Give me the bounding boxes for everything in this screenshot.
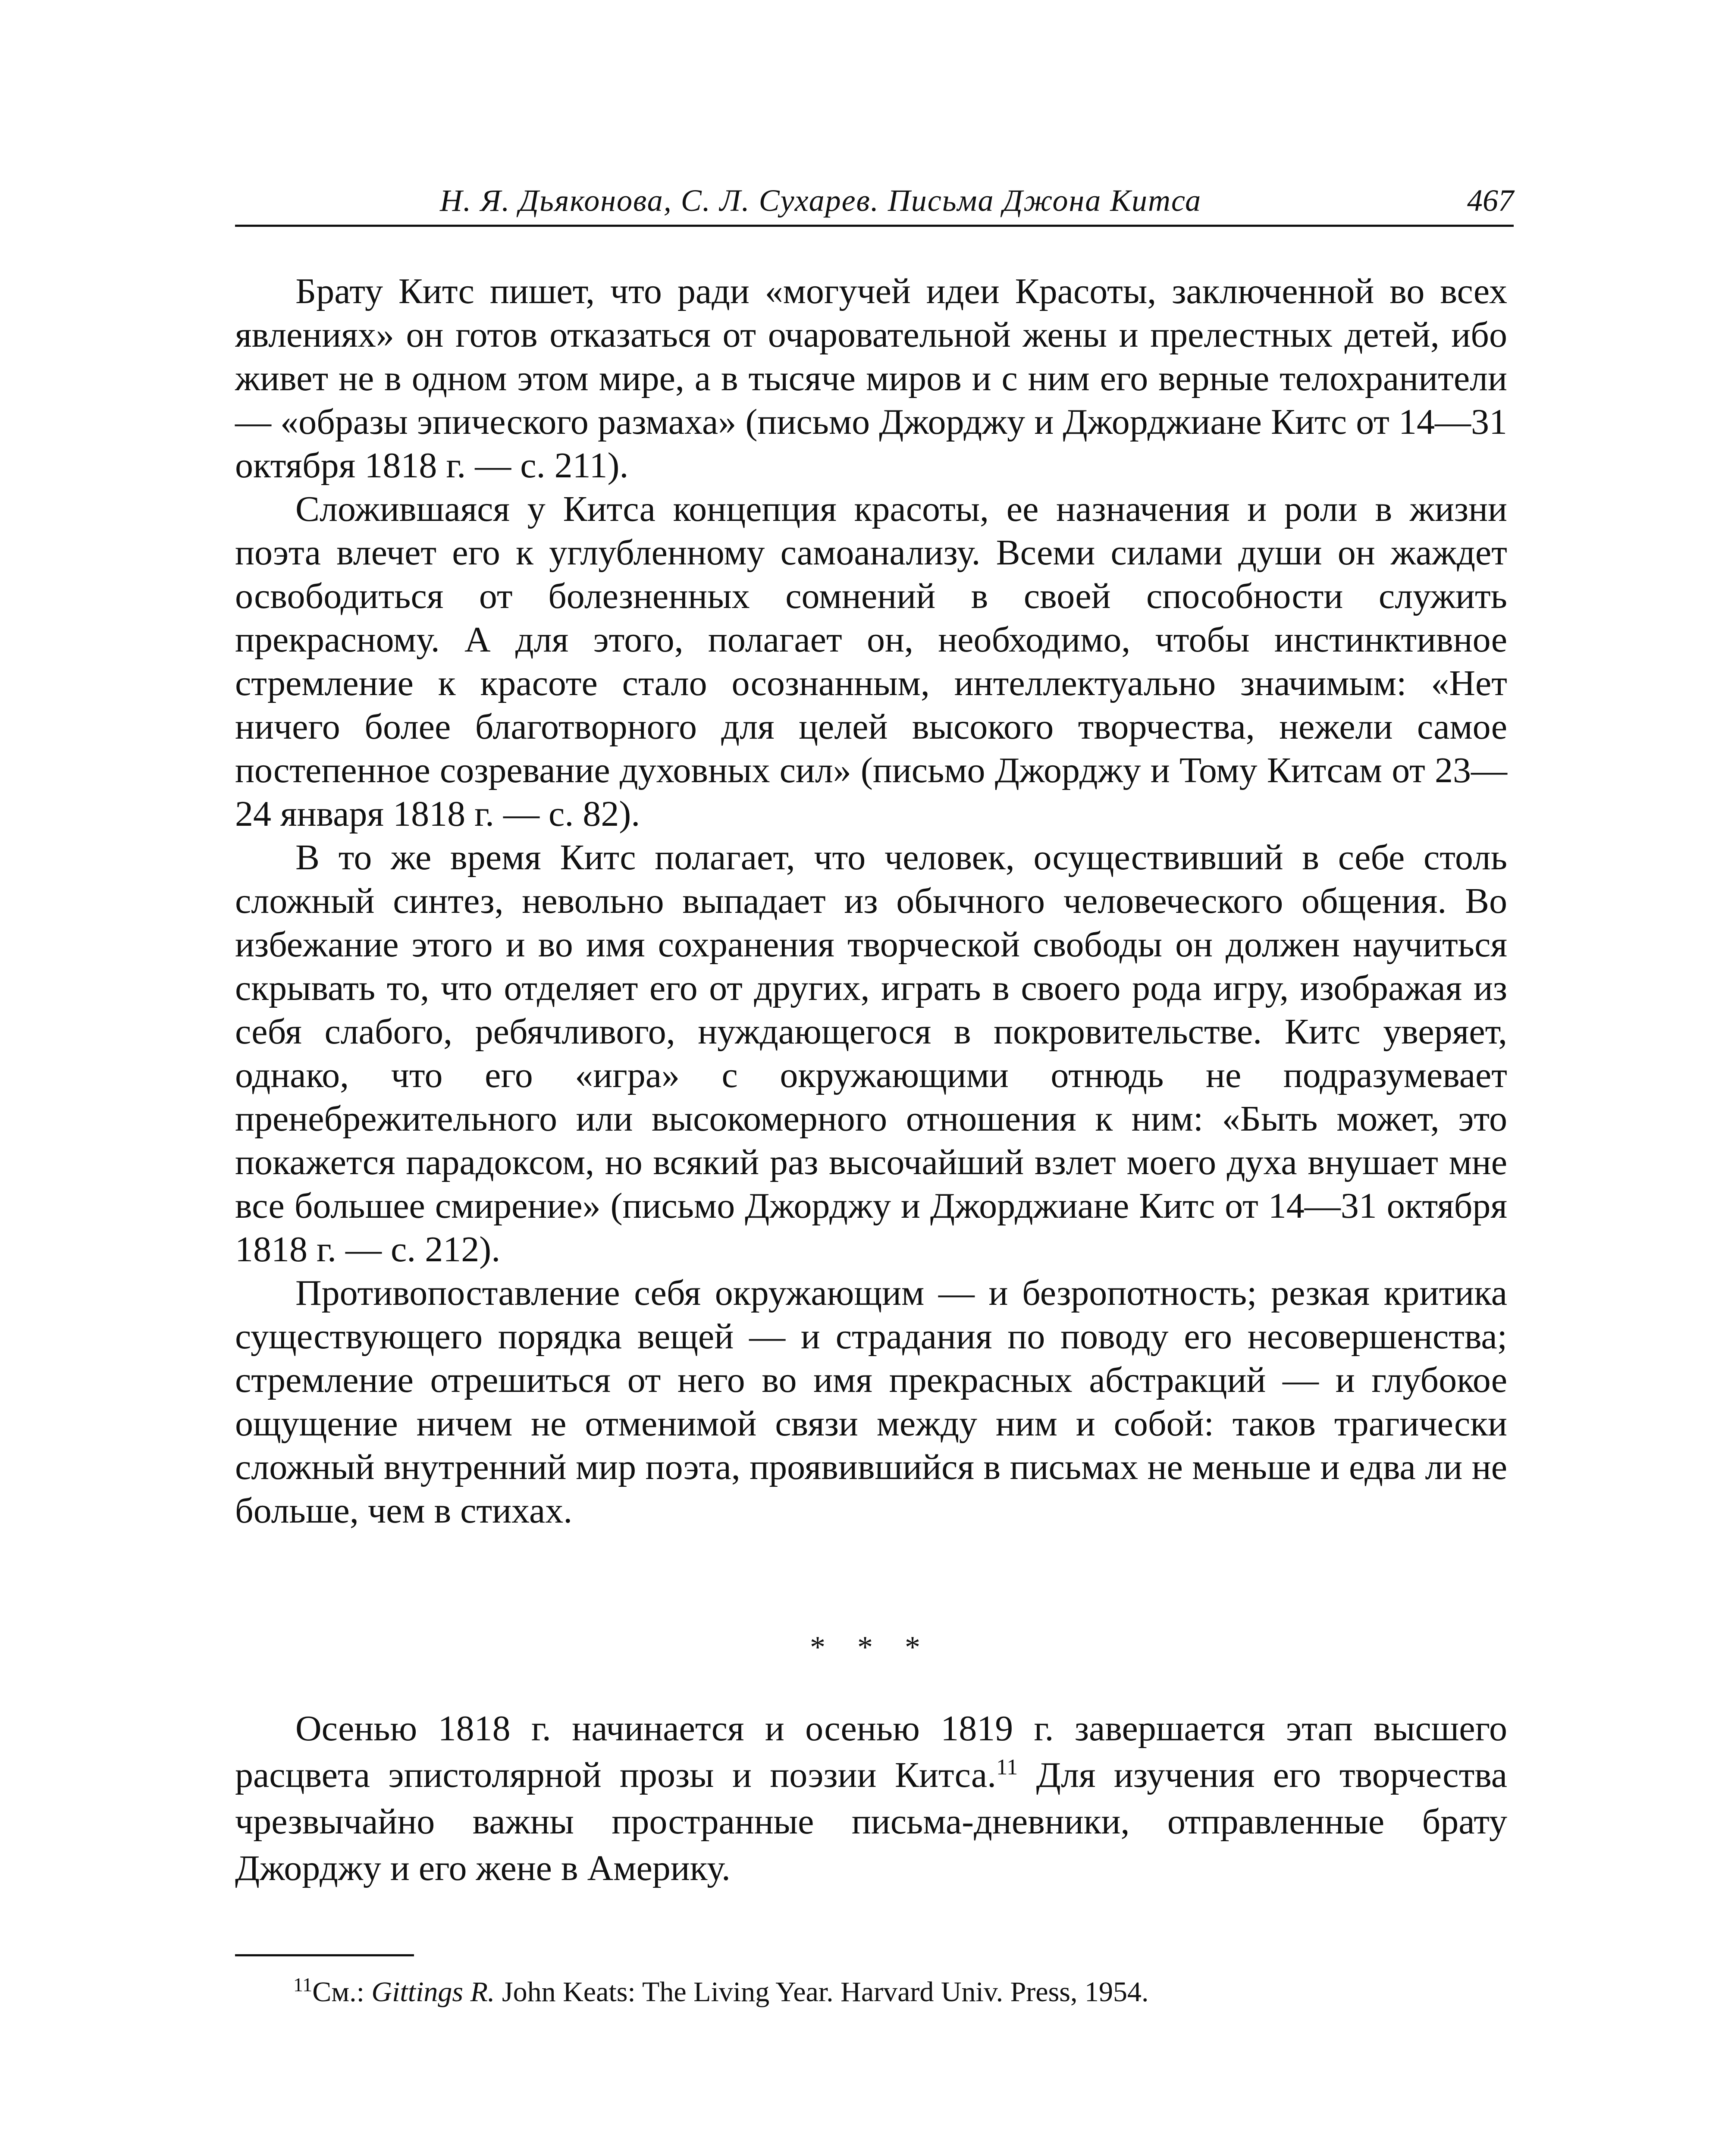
footnote-author: Gittings R. xyxy=(371,1976,495,2008)
closing-section xyxy=(235,1705,1507,1892)
main-text xyxy=(235,270,1507,1532)
section-break: * * * xyxy=(810,1630,932,1664)
running-head xyxy=(235,179,1514,222)
footnote xyxy=(293,1973,1501,2012)
footnote-prefix: См.: xyxy=(312,1976,372,2008)
footnote-rule xyxy=(235,1954,414,1956)
footnote-reference[interactable]: 11 xyxy=(996,1755,1018,1780)
paragraph-5-end: Для изучения его творчества чрезвычайно важны пространные письма-дневники, отправленные брату Джорджу и его жене в Америку. xyxy=(235,1755,1507,1888)
paragraph-4: Противопоставление себя окружающим — и безропотность; резкая критика существующего порядка вещей — и страдания по поводу его несовершенства; стремление отрешиться от него во имя прекрасных абстракций — и глубокое ощущение ничем не отменимой связи между ним и собой: таков трагически сложный внутренний мир поэта, проявившийся в письмах не меньше и едва ли не больше, чем в стихах. xyxy=(235,1273,1507,1531)
footnote-number: 11 xyxy=(293,1974,313,1996)
footnote-citation: John Keats: The Living Year. Harvard Univ. Press, 1954. xyxy=(495,1976,1149,2008)
paragraph-5 xyxy=(235,1705,1507,1892)
page-number: 467 xyxy=(1467,183,1514,218)
header-rule xyxy=(235,225,1514,227)
paragraph-5-start: Осенью 1818 г. начинается и осенью 1819 г. завершается этап высшего расцвета эпистолярной прозы и поэзии Китса. xyxy=(235,1708,1507,1795)
paragraph-1: Брату Китс пишет, что ради «могучей идеи Красоты, заключенной во всех явлениях» он готов отказаться от очаровательной жены и прелестных детей, ибо живет не в одном этом мире, а в тысяче миров и с ним его верные телохранители — «образы эпического размаха» (письмо Джорджу и Джорджиане Китс от 14—31 октября 1818 г. — с. 211). xyxy=(235,271,1507,486)
running-title: Н. Я. Дьяконова, С. Л. Сухарев. Письма Джона Китса xyxy=(440,183,1202,218)
paragraph-3: В то же время Китс полагает, что человек, осуществивший в себе столь сложный синтез, невольно выпадает из обычного человеческого общения. Во избежание этого и во имя сохранения творческой свободы он должен научиться скрывать то, что отделяет его от других, играть в своего рода игру, изображая из себя слабого, ребячливого, нуждающегося в покровительстве. Китс уверяет, однако, что его «игра» с окружающими отнюдь не подразумевает пренебрежительного или высокомерного отношения к ним: «Быть может, это покажется парадоксом, но всякий раз высочайший взлет моего духа внушает мне все большее смирение» (письмо Джорджу и Джорджиане Китс от 14—31 октября 1818 г. — с. 212). xyxy=(235,837,1507,1269)
paragraph-2: Сложившаяся у Китса концепция красоты, ее назначения и роли в жизни поэта влечет его к углубленному самоанализу. Всеми силами души он жаждет освободиться от болезненных сомнений в своей способности служить прекрасному. А для этого, полагает он, необходимо, чтобы инстинктивное стремление к красоте стало осознанным, интеллектуально значимым: «Нет ничего более благотворного для целей высокого творчества, нежели самое постепенное созревание духовных сил» (письмо Джорджу и Тому Китсам от 23—24 января 1818 г. — с. 82). xyxy=(235,489,1507,834)
